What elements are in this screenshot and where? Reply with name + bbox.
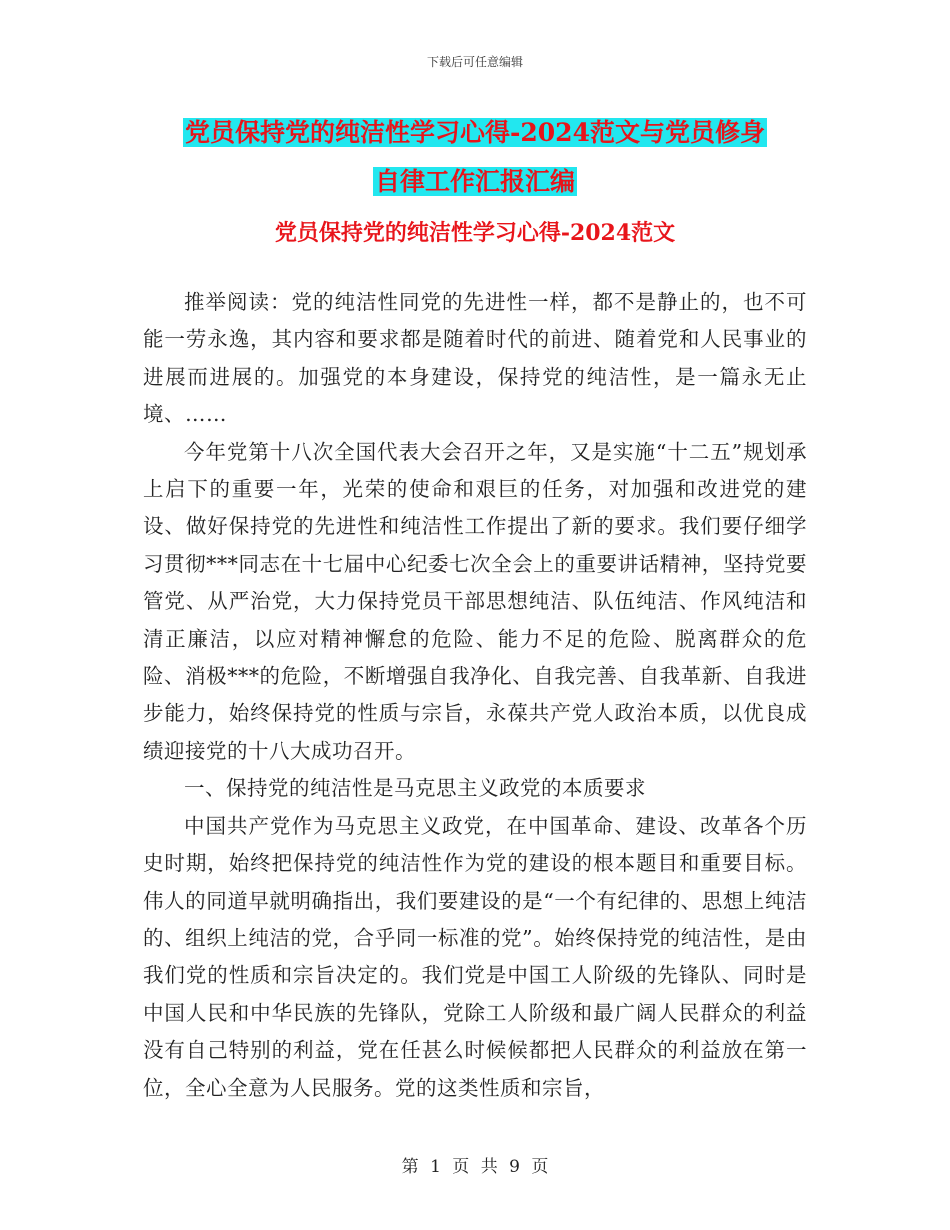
paragraph-recommended-reading: 推举阅读：党的纯洁性同党的先进性一样，都不是静止的，也不可能一劳永逸，其内容和要求都是随着时代的前进、随着党和人民事业的进展而进展的。加强党的本身建设，保持党的纯洁性，是一篇永无止境、…… <box>143 290 807 427</box>
paragraph-heading-1: 一、保持党的纯洁性是马克思主义政党的本质要求 <box>184 776 646 801</box>
document-title-line-2: 自律工作汇报汇编 <box>374 167 575 196</box>
page-header: 下载后可任意编辑 <box>426 55 523 69</box>
paragraph-introduction: 今年党第十八次全国代表大会召开之年，又是实施“十二五”规划承上启下的重要一年，光荣的使命和艰巨的任务，对加强和改进党的建设、做好保持党的先进性和纯洁性工作提出了新的要求。我们要仔细学习贯彻***同志在十七届中心纪委七次全会上的重要讲话精神，坚持党要管党、从严治党，大力保持党员干部思想纯洁、队伍纯洁、作风纯洁和清正廉洁，以应对精神懈怠的危险、能力不足的危险、脱离群众的危险、消极***的危险，不断增强自我净化、自我完善、自我革新、自我进步能力，始终保持党的性质与宗旨，永葆共产党人政治本质，以优良成绩迎接党的十八大成功召开。 <box>143 439 807 763</box>
document-title-line-1: 党员保持党的纯洁性学习心得-2024范文与党员修身 <box>185 118 765 147</box>
document-body <box>143 284 807 1107</box>
document-title <box>150 108 800 206</box>
page-footer: 第 1 页 共 9 页 <box>401 1157 549 1177</box>
section-title: 党员保持党的纯洁性学习心得-2024范文 <box>274 220 676 246</box>
paragraph-section-1-body: 中国共产党作为马克思主义政党，在中国革命、建设、改革各个历史时期，始终把保持党的纯洁性作为党的建设的根本题目和重要目标。伟人的同道早就明确指出，我们要建设的是“一个有纪律的、思想上纯洁的、组织上纯洁的党，合乎同一标准的党”。始终保持党的纯洁性，是由我们党的性质和宗旨决定的。我们党是中国工人阶级的先锋队、同时是中国人民和中华民族的先锋队，党除工人阶级和最广阔人民群众的利益没有自己特别的利益，党在任甚么时候候都把人民群众的利益放在第一位，全心全意为人民服务。党的这类性质和宗旨， <box>143 813 807 1100</box>
